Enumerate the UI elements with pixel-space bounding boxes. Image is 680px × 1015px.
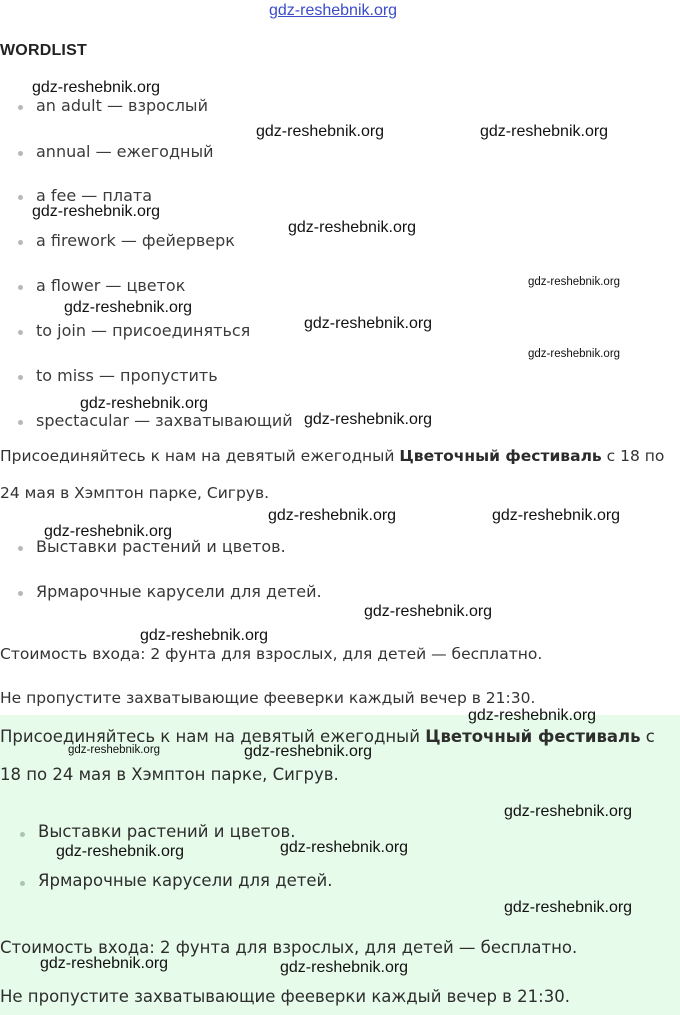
watermark: gdz-reshebnik.org [280, 839, 409, 856]
announcement-fireworks: Не пропустите захватывающие фееверки каждый вечер в 21:30. [0, 689, 536, 707]
announcement-bullet-text: Ярмарочные карусели для детей. [36, 582, 322, 601]
watermark: gdz-reshebnik.org [256, 123, 385, 140]
watermark: gdz-reshebnik.org [280, 959, 409, 976]
translation-fee: Стоимость входа: 2 фунта для взрослых, для детей — бесплатно. [0, 938, 578, 957]
wordlist-item-text: to join — присоединяться [36, 321, 251, 340]
watermark: gdz-reshebnik.org [304, 315, 433, 332]
watermark: gdz-reshebnik.org [68, 744, 161, 756]
translation-festival-name: Цветочный фестиваль [425, 727, 641, 746]
watermark: gdz-reshebnik.org [528, 348, 621, 360]
wordlist-item-text: annual — ежегодный [36, 142, 214, 161]
announcement-intro-end: с 18 по 24 мая в Хэмптон парке, Сигрув. [0, 447, 665, 502]
watermark: gdz-reshebnik.org [32, 203, 161, 220]
watermark: gdz-reshebnik.org [244, 743, 373, 760]
watermark: gdz-reshebnik.org [140, 627, 269, 644]
watermark: gdz-reshebnik.org [468, 707, 597, 724]
translation-fireworks: Не пропустите захватывающие фееверки каждый вечер в 21:30. [0, 987, 570, 1006]
watermark: gdz-reshebnik.org [504, 803, 633, 820]
wordlist-item-text: an adult — взрослый [36, 96, 208, 115]
wordlist-item-text: to miss — пропустить [36, 366, 218, 385]
wordlist-item-text: a flower — цветок [36, 276, 186, 295]
wordlist-item-text: spectacular — захватывающий [36, 411, 293, 430]
site-link[interactable]: gdz-reshebnik.org [269, 2, 398, 19]
watermark: gdz-reshebnik.org [32, 79, 161, 96]
watermark: gdz-reshebnik.org [480, 123, 609, 140]
wordlist-item-text: a fee — плата [36, 186, 152, 205]
watermark: gdz-reshebnik.org [268, 507, 397, 524]
watermark: gdz-reshebnik.org [56, 843, 185, 860]
announcement-fee: Стоимость входа: 2 фунта для взрослых, для детей — бесплатно. [0, 645, 543, 663]
translation-bullet-text: Ярмарочные карусели для детей. [38, 871, 333, 890]
watermark: gdz-reshebnik.org [492, 507, 621, 524]
watermark: gdz-reshebnik.org [288, 219, 417, 236]
watermark: gdz-reshebnik.org [80, 395, 209, 412]
watermark: gdz-reshebnik.org [364, 603, 493, 620]
wordlist-heading: WORDLIST [0, 42, 87, 59]
watermark: gdz-reshebnik.org [504, 899, 633, 916]
watermark: gdz-reshebnik.org [64, 299, 193, 316]
announcement-intro-start: Присоединяйтесь к нам на девятый ежегодный [0, 447, 400, 465]
festival-name: Цветочный фестиваль [399, 447, 602, 465]
wordlist-item-text: a firework — фейерверк [36, 231, 235, 250]
translation-intro-end: с 18 по 24 мая в Хэмптон парке, Сигрув. [0, 727, 655, 784]
watermark: gdz-reshebnik.org [528, 276, 621, 288]
watermark: gdz-reshebnik.org [44, 523, 173, 540]
announcement-bullet-text: Выставки растений и цветов. [36, 537, 286, 556]
translation-bullet-text: Выставки растений и цветов. [38, 822, 296, 841]
announcement-intro [0, 438, 670, 512]
translation-intro-start: Присоединяйтесь к нам на девятый ежегодный [0, 727, 426, 746]
watermark: gdz-reshebnik.org [304, 411, 433, 428]
watermark: gdz-reshebnik.org [40, 955, 169, 972]
